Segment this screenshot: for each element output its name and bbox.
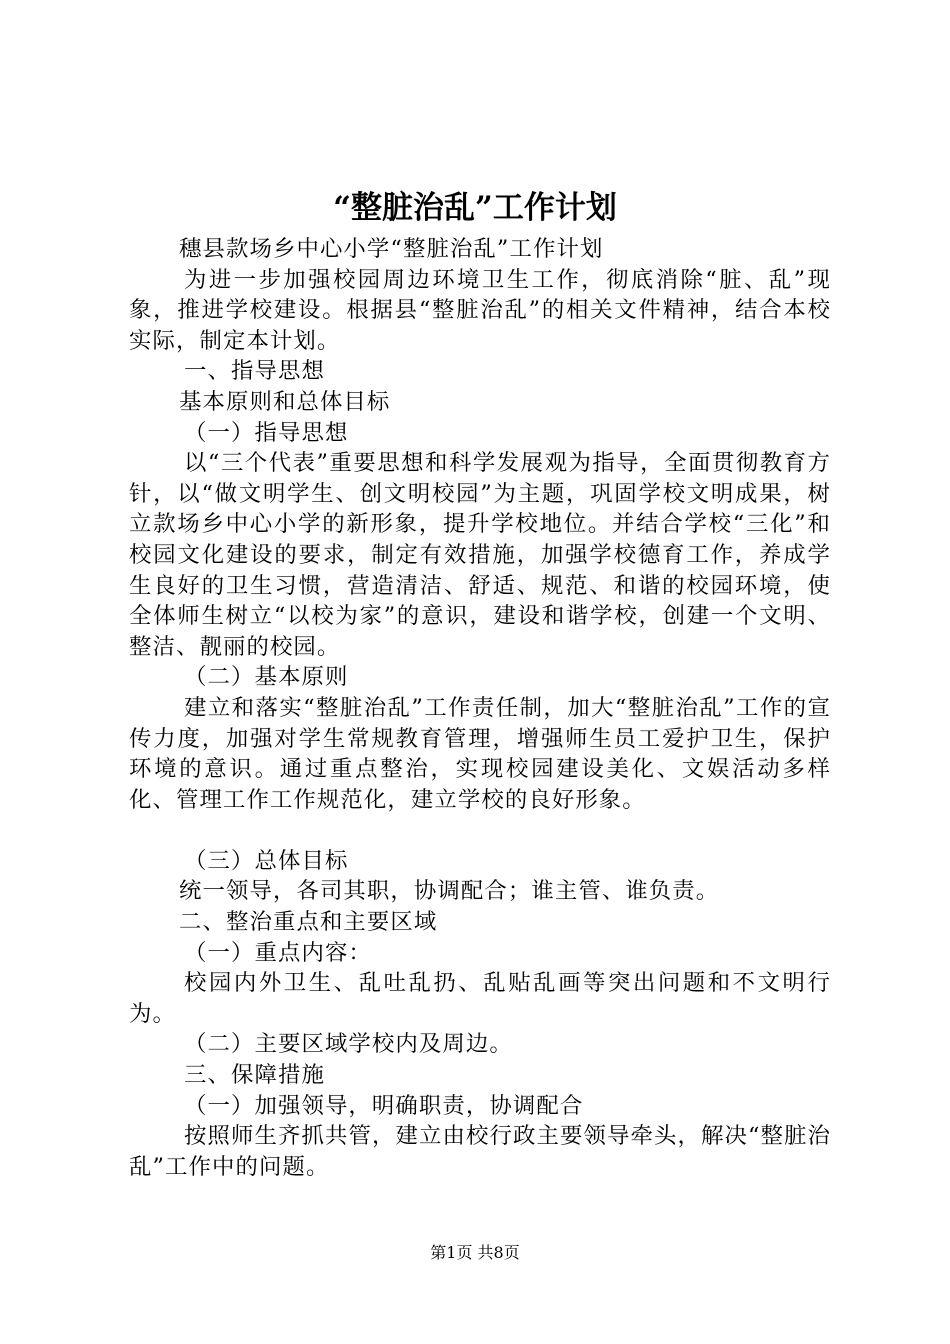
- measures-paragraph: 按照师生齐抓共管，建立由校行政主要领导牵头，解决“整脏治乱”工作中的问题。: [129, 1123, 831, 1180]
- subsection-heading-3-1: （一）加强领导，明确职责，协调配合: [184, 1092, 584, 1119]
- document-body: [129, 234, 831, 1182]
- section-heading-3: 三、保障措施: [184, 1062, 325, 1089]
- intro-paragraph: 为进一步加强校园周边环境卫生工作，彻底消除“脏、乱”现象，推进学校建设。根据县“整脏治乱”的相关文件精神，结合本校实际，制定本计划。: [129, 266, 831, 354]
- subtitle-paragraph: 穗县款场乡中心小学“整脏治乱”工作计划: [179, 236, 604, 262]
- subsection-heading-2-2: （二）主要区域学校内及周边。: [184, 1031, 513, 1058]
- paragraph-gap: [129, 815, 831, 846]
- section-subheading: 基本原则和总体目标: [179, 388, 391, 415]
- guiding-thought-paragraph: 以“三个代表”重要思想和科学发展观为指导，全面贯彻教育方针，以“做文明学生、创文明校园”为主题，巩固学校文明成果，树立款场乡中心小学的新形象，提升学校地位。并结合学校“三化”和校园文化建设的要求，制定有效措施，加强学校德育工作，养成学生良好的卫生习惯，营造清洁、舒适、规范、和谐的校园环境，使全体师生树立“以校为家”的意识，建设和谐学校，创建一个文明、整洁、靓丽的校园。: [129, 450, 831, 660]
- section-heading-1: 一、指导思想: [184, 358, 325, 385]
- section-heading-2: 二、整治重点和主要区域: [179, 909, 438, 936]
- subsection-heading-2-1: （一）重点内容：: [184, 939, 372, 966]
- subsection-heading-1-2: （二）基本原则: [184, 664, 349, 691]
- basic-principle-paragraph: 建立和落实“整脏治乱”工作责任制，加大“整脏治乱”工作的宣传力度，加强对学生常规教育管理，增强师生员工爱护卫生，保护环境的意识。通过重点整治，实现校园建设美化、文娱活动多样化、管理工作工作规范化，建立学校的良好形象。: [129, 694, 831, 813]
- key-content-paragraph: 校园内外卫生、乱吐乱扔、乱贴乱画等突出问题和不文明行为。: [129, 970, 831, 1027]
- page-number-footer: 第1页 共8页: [430, 1243, 520, 1262]
- subsection-heading-1-1: （一）指导思想: [184, 419, 349, 446]
- document-title: “整脏治乱”工作计划: [333, 190, 617, 226]
- subsection-heading-1-3: （三）总体目标: [184, 847, 349, 874]
- overall-goal-paragraph: 统一领导，各司其职，协调配合；谁主管、谁负责。: [179, 878, 720, 905]
